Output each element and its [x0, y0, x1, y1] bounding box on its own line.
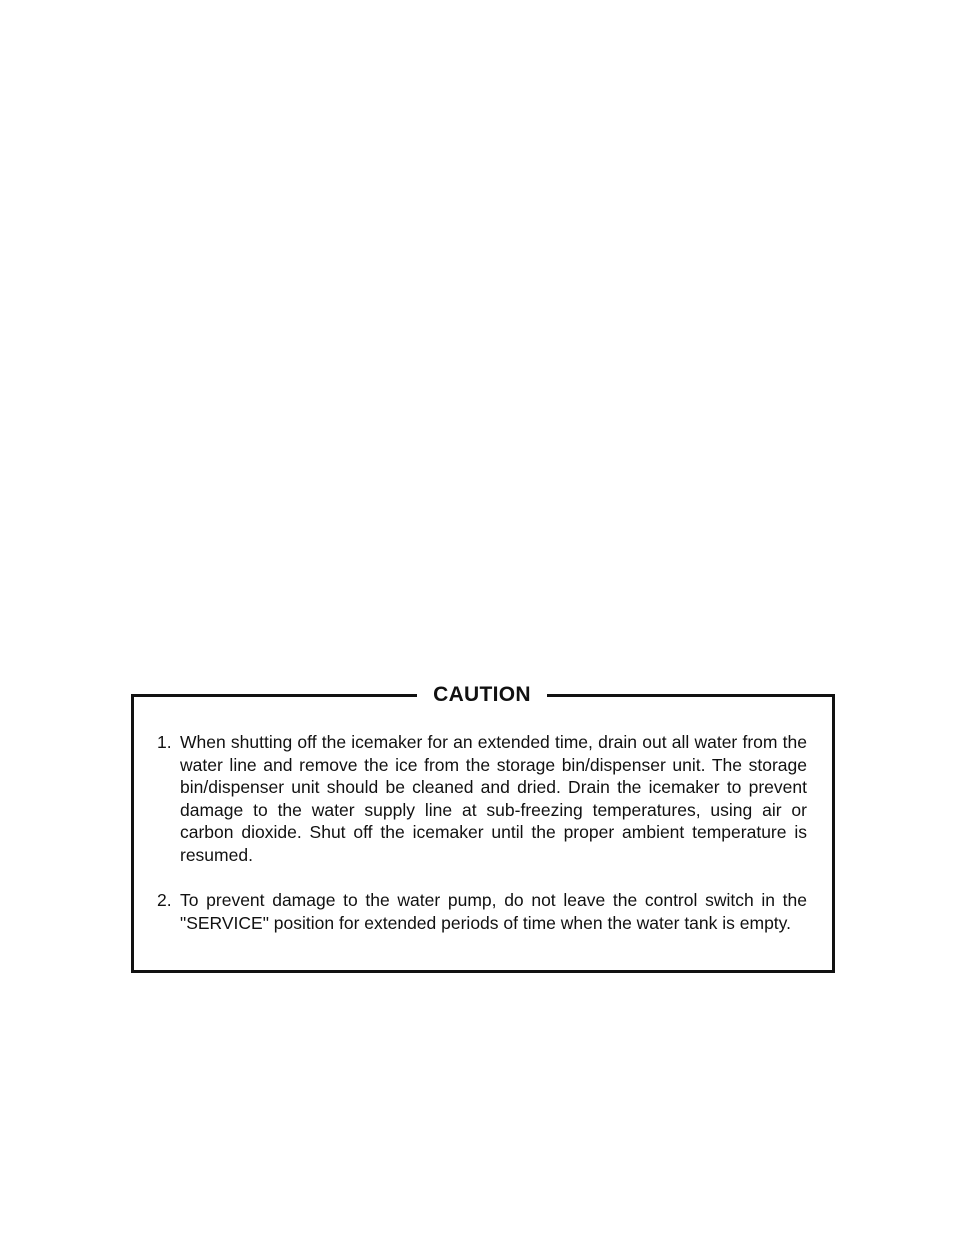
- caution-item-1: [157, 731, 807, 867]
- caution-item-number: 2.: [157, 890, 172, 911]
- caution-item-2: [157, 889, 807, 934]
- caution-item-text: To prevent damage to the water pump, do not leave the control switch in the "SERVICE" position for extended periods of time when the water tank is empty.: [180, 890, 807, 933]
- caution-list: [157, 731, 807, 934]
- caution-item-text: When shutting off the icemaker for an extended time, drain out all water from the water line and remove the ice from the storage bin/dispenser unit. The storage bin/dispenser unit should be cleaned and dried. Drain the icemaker to prevent damage to the water supply line at sub-freezing temperatures, using air or carbon dioxide. Shut off the icemaker until the proper ambient temperature is resumed.: [180, 732, 807, 865]
- caution-item-number: 1.: [157, 732, 172, 752]
- caution-title: CAUTION: [417, 681, 547, 709]
